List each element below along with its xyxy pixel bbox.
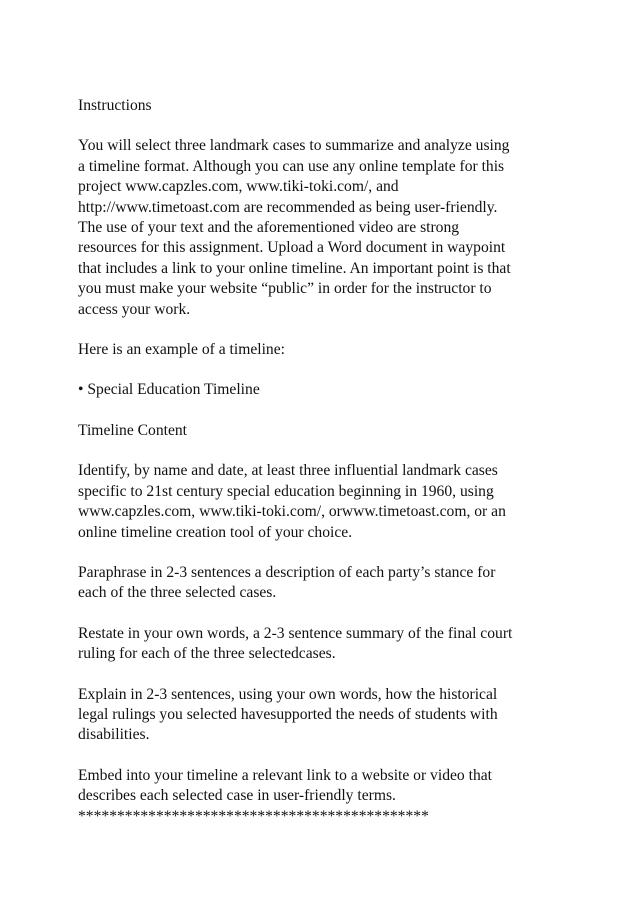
intro-paragraph: You will select three landmark cases to summarize and analyze using a timeline format. Although you can use any online template for this project www.capzles.com, www.tiki-toki.com/, and http://www.timetoast.com are recommended as being user-friendly. The use of your text and the aforementioned video are strong resources for this assignment. Upload a Word document in waypoint that includes a link to your online timeline. An important point is that you must make your website “public” in order for the instructor to access your work.	[78, 137, 511, 318]
example-list-item: • Special Education Timeline	[78, 381, 260, 399]
task-embed: Embed into your timeline a relevant link to a website or video that describes each selected case in user-friendly terms.	[78, 766, 492, 805]
example-intro: Here is an example of a timeline:	[78, 341, 285, 359]
task-paraphrase: Paraphrase in 2-3 sentences a description of each party’s stance for each of the three selected cases.	[78, 563, 496, 602]
instructions-heading: Instructions	[78, 97, 152, 114]
task-identify: Identify, by name and date, at least three influential landmark cases specific to 21st century special education beginning in 1960, using www.capzles.com, www.tiki-toki.com/, orwww.timetoast.com, or an online timeline creation tool of your choice.	[78, 462, 506, 541]
task-explain: Explain in 2-3 sentences, using your own words, how the historical legal rulings you selected havesupported the needs of students with disabilities.	[78, 685, 498, 744]
task-restate: Restate in your own words, a 2-3 sentence summary of the final court ruling for each of the three selectedcases.	[78, 624, 513, 663]
separator-line: *********************************************	[78, 807, 429, 825]
document-body	[78, 96, 568, 827]
timeline-content-heading: Timeline Content	[78, 421, 188, 439]
